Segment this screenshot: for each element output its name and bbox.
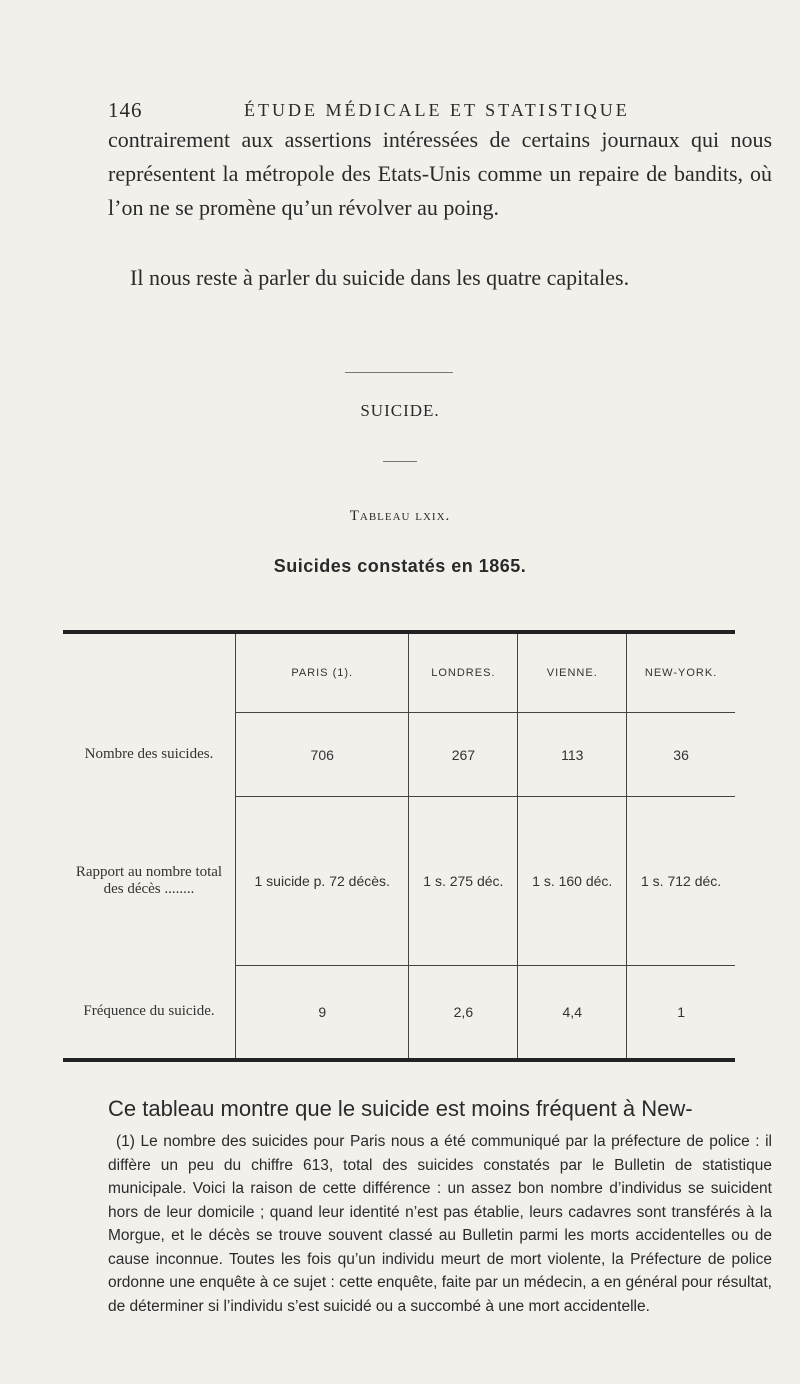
row-label-frequence: Fréquence du suicide. [63,966,236,1060]
running-title: ÉTUDE MÉDICALE ET STATISTIQUE [244,100,630,120]
table-row [63,797,735,966]
table-caption: Suicides constatés en 1865. [273,556,527,576]
table-cell: 1 s. 275 déc. [409,797,518,966]
body-paragraph-1: contrairement aux assertions intéressées de certains journaux qui nous représentent la métropole des Etats-Unis comme un repaire de bandits, où l’on ne se promène qu’un révolver au poing. [108,127,772,220]
row-label-rapport: Rapport au nombre total des décès ........ [63,797,236,966]
table-cell: 9 [236,966,409,1060]
suicide-statistics-table [63,630,735,1062]
column-header-vienne: VIENNE. [518,632,627,713]
table-cell: 1 suicide p. 72 décès. [236,797,409,966]
footnote: (1) Le nombre des suicides pour Paris nous a été communiqué par la préfecture de police : il diffère un peu du chiffre 613, total des suicides constatés par le Bulletin de statistique municipale. Voici la raison de cette différence : un assez bon nombre d’individus se suicident hors de leur domicile ; quand leur identité n’est pas établie, leurs cadavres sont transférés à la Morgue, et le décès se trouve souvent classé au Bulletin parmi les morts accidentelles ou de cause inconnue. Toutes les fois qu’un individu meurt de mort violente, la Préfecture de police ordonne une enquête à ce sujet : cette enquête, faite par un médecin, a en général pour résultat, de déterminer si l’individu s’est suicidé ou a succombé à une mort accidentelle. [108,1133,772,1315]
table-cell: 4,4 [518,966,627,1060]
table-cell: 113 [518,713,627,797]
section-title: SUICIDE. [360,401,440,420]
section-divider-top [345,372,453,373]
column-header-londres: LONDRES. [409,632,518,713]
body-paragraph-3: Ce tableau montre que le suicide est moins fréquent à New- [108,1096,693,1121]
table-header-row [63,632,735,713]
table-row [63,713,735,797]
table-cell: 36 [627,713,735,797]
table-cell: 1 s. 712 déc. [627,797,735,966]
table-cell: 1 s. 160 déc. [518,797,627,966]
table-label: Tableau lxix. [349,508,451,524]
body-paragraph-2: Il nous reste à parler du suicide dans les quatre capitales. [130,265,630,290]
table-cell: 2,6 [409,966,518,1060]
column-header-paris: PARIS (1). [236,632,409,713]
row-label-nombre: Nombre des suicides. [63,713,236,797]
table-cell: 1 [627,966,735,1060]
column-header-new-york: NEW-YORK. [627,632,735,713]
section-divider-small [383,461,417,462]
page-number: 146 [108,98,143,122]
table-cell: 706 [236,713,409,797]
table-cell: 267 [409,713,518,797]
table-corner-cell [63,632,236,713]
table-row [63,966,735,1060]
